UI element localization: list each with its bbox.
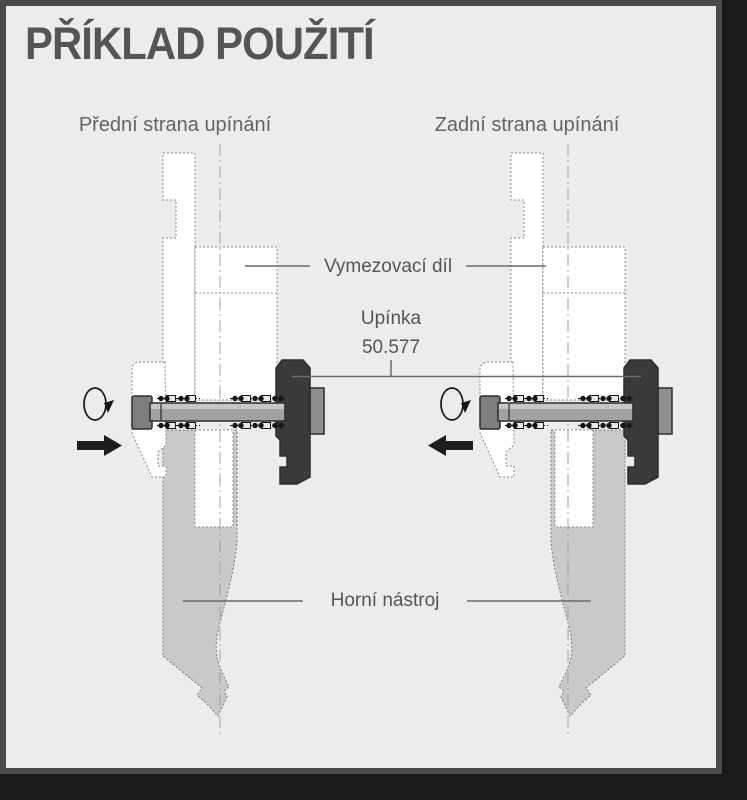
front-side-heading: Přední strana upínání — [78, 114, 272, 136]
front-clamping-diagram — [77, 144, 324, 738]
clamp-part-number: 50.577 — [361, 337, 421, 358]
back-side-heading: Zadní strana upínání — [434, 114, 620, 136]
clamp-label: Upínka — [360, 308, 422, 329]
upper-tool-label: Horní nástroj — [330, 590, 440, 611]
page-title: PŘÍKLAD POUŽITÍ — [25, 18, 374, 69]
spacer-part-label: Vymezovací díl — [323, 256, 453, 277]
back-clamping-diagram — [428, 144, 672, 738]
